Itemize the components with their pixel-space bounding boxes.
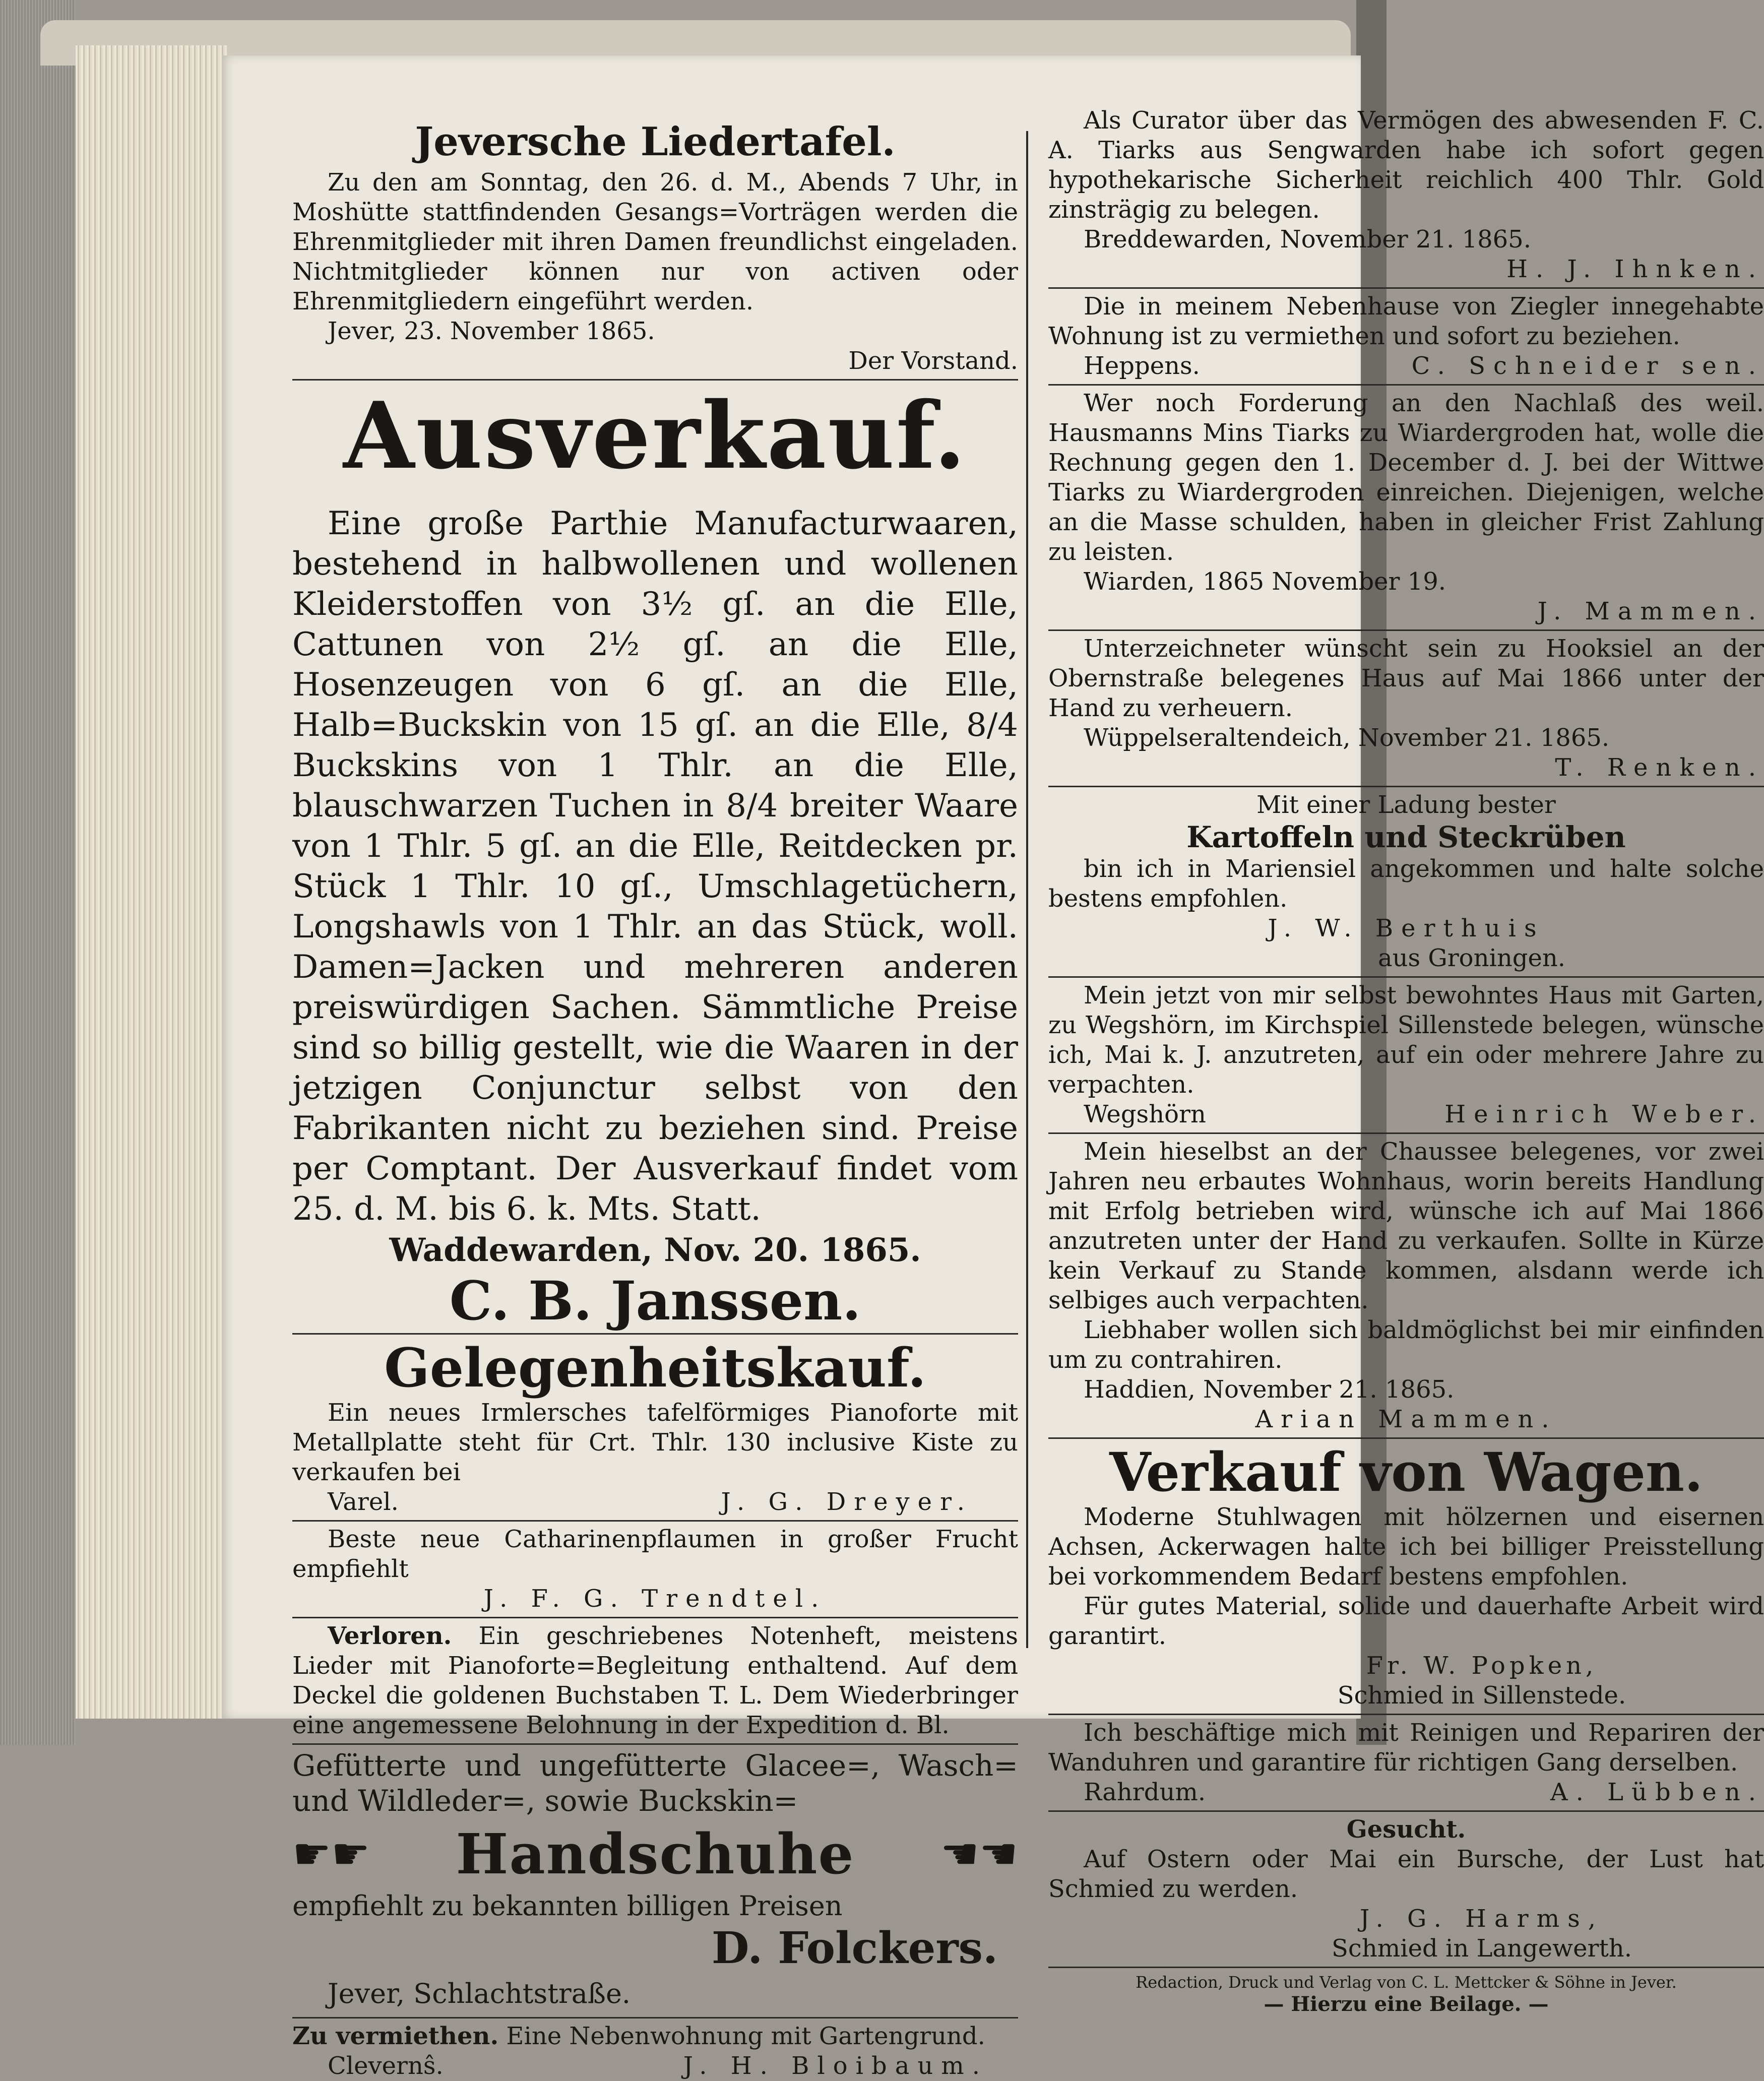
gesucht-signature: J. G. Harms, bbox=[1359, 1905, 1604, 1933]
hooksiel-text: Unterzeichneter wünscht sein zu Hooksiel an der Obernstraße belegenes Haus auf Mai 1866 unter der Hand zu verheuern. bbox=[1048, 635, 1764, 722]
verloren-block bbox=[292, 1621, 1018, 1740]
wegshoern-place: Wegshörn bbox=[1084, 1100, 1206, 1128]
separator bbox=[292, 1520, 1018, 1522]
wegshoern-signature: Heinrich Weber. bbox=[1444, 1100, 1764, 1128]
nebenhaus-signature: C. Schneider sen. bbox=[1411, 352, 1764, 380]
nachlass-place-date: Wiarden, 1865 November 19. bbox=[1084, 567, 1446, 596]
newspaper-page bbox=[222, 55, 1764, 2080]
curator-place-date: Breddewarden, November 21. 1865. bbox=[1084, 225, 1531, 254]
gelegenheitskauf-place: Varel. bbox=[328, 1488, 399, 1516]
wagen-signature: Fr. W. Popken, bbox=[1366, 1652, 1598, 1680]
separator bbox=[292, 379, 1018, 381]
vermiethen-signature: J. H. Bloibaum. bbox=[683, 2052, 988, 2080]
wanduhren-signature-line bbox=[1048, 1778, 1764, 1807]
column-divider bbox=[1026, 131, 1028, 1648]
gesucht-title: Gesucht. bbox=[1346, 1815, 1466, 1844]
wagen-signature-sub: Schmied in Sillenstede. bbox=[1337, 1681, 1626, 1710]
gelegenheitskauf-signature: J. G. Dreyer. bbox=[721, 1488, 973, 1516]
separator bbox=[292, 2017, 1018, 2019]
separator bbox=[1048, 1714, 1764, 1715]
vermiethen-place: Clevernŝ. bbox=[328, 2052, 444, 2080]
separator bbox=[292, 1333, 1018, 1335]
separator bbox=[292, 1617, 1018, 1618]
chaussee-signature: Arian Mammen. bbox=[1255, 1405, 1557, 1433]
curator-text: Als Curator über das Vermögen des abwesenden F. C. A. Tiarks aus Sengwarden habe ich sofort gegen hypothekarische Sicherheit reichlich 400 Thlr. Gold zinsträgig zu belegen. bbox=[1048, 106, 1764, 224]
kartoffeln-lead: Mit einer Ladung bester bbox=[1256, 791, 1556, 819]
chaussee-place-date: Haddien, November 21. 1865. bbox=[1084, 1375, 1455, 1404]
handschuhe-title: Handschuhe bbox=[456, 1821, 855, 1886]
kartoffeln-text: bin ich in Mariensiel angekommen und halte solche bestens empfohlen. bbox=[1048, 855, 1764, 913]
vermiethen-lead: Zu vermiethen. bbox=[292, 2022, 499, 2050]
vermiethen-text: Eine Nebenwohnung mit Gartengrund. bbox=[506, 2022, 985, 2050]
curator-signature: H. J. Ihnken. bbox=[1506, 255, 1764, 283]
kartoffeln-signature-sub: aus Groningen. bbox=[1377, 944, 1566, 972]
pflaumen-text: Beste neue Catharinenpflaumen in großer Frucht empfiehlt bbox=[292, 1525, 1018, 1583]
wegshoern-text: Mein jetzt von mir selbst bewohntes Haus mit Garten, zu Wegshörn, im Kirchspiel Sillenstede belegen, wünsche ich, Mai k. J. anzutreten, auf ein oder mehrere Jahre zu verpachten. bbox=[1048, 981, 1764, 1099]
ausverkauf-signature: C. B. Janssen. bbox=[449, 1269, 861, 1332]
hand-ornament-right-icon: ☚☚ bbox=[940, 1828, 1018, 1879]
separator bbox=[1048, 786, 1764, 787]
ausverkauf-place-date: Waddewarden, Nov. 20. 1865. bbox=[389, 1231, 921, 1269]
gelegenheitskauf-text: Ein neues Irmlersches tafelförmiges Pianoforte mit Metallplatte steht für Crt. Thlr. 130 inclusive Kiste zu verkaufen bei bbox=[292, 1399, 1018, 1486]
kartoffeln-title: Kartoffeln und Steckrüben bbox=[1186, 820, 1626, 854]
separator bbox=[1048, 629, 1764, 631]
wanduhren-place: Rahrdum. bbox=[1084, 1778, 1206, 1806]
verloren-text: Ein geschriebenes Notenheft, meistens Lieder mit Pianoforte=Begleitung enthaltend. Auf dem Deckel die goldenen Buchstaben T. L. Dem Wiederbringer eine angemessene Belohnung in der Expedition d. Bl. bbox=[292, 1622, 1018, 1739]
imprint: Redaction, Druck und Verlag von C. L. Mettcker & Söhne in Jever. bbox=[1136, 1973, 1677, 1992]
hooksiel-signature: T. Renken. bbox=[1555, 753, 1764, 782]
gesucht-signature-sub: Schmied in Langewerth. bbox=[1332, 1934, 1632, 1963]
page-stack-edges bbox=[76, 45, 227, 1719]
liedertafel-title: Jeversche Liedertafel. bbox=[415, 119, 896, 165]
wagen-text: Moderne Stuhlwagen mit hölzernen und eisernen Achsen, Ackerwagen halte ich bei billiger Preisstellung bei vorkommendem Bedarf bestens empfohlen. bbox=[1048, 1503, 1764, 1591]
gelegenheitskauf-title: Gelegenheitskauf. bbox=[384, 1336, 926, 1399]
gesucht-text: Auf Ostern oder Mai ein Bursche, der Lust hat Schmied zu werden. bbox=[1048, 1845, 1764, 1903]
ausverkauf-title: Ausverkauf. bbox=[343, 382, 967, 489]
handschuhe-signature: D. Folckers. bbox=[711, 1923, 998, 1974]
wagen-title: Verkauf von Wagen. bbox=[1109, 1440, 1703, 1503]
vermiethen-block bbox=[292, 2022, 1018, 2051]
handschuhe-text: Gefütterte und ungefütterte Glacee=, Wasch= und Wildleder=, sowie Buckskin= bbox=[292, 1748, 1018, 1818]
wegshoern-signature-line bbox=[1048, 1100, 1764, 1129]
hooksiel-place-date: Wüppelseraltendeich, November 21. 1865. bbox=[1084, 724, 1610, 752]
ausverkauf-text: Eine große Parthie Manufacturwaaren, bestehend in halbwollenen und wollenen Kleiderstoffen von 3½ gſ. an die Elle, Cattunen von 2½ gſ. an die Elle, Hosenzeugen von 6 gſ. an die Elle, Halb=Buckskin von 15 gſ. an die Elle, 8/4 Buckskins von 1 Thlr. an die Elle, blauschwarzen Tuchen in 8/4 breiter Waare von 1 Thlr. 5 gſ. an die Elle, Reitdecken pr. Stück 1 Thlr. 10 gſ., Umschlagetüchern, Longshawls von 1 Thlr. an das Stück, woll. Damen=Jacken und mehreren anderen preiswürdigen Sachen. Sämmtliche Preise sind so billig gestellt, wie die Waaren in der jetzigen Conjunctur selbst von den Fabrikanten nicht zu beziehen sind. Preise per Comptant. Der Ausverkauf findet vom 25. d. M. bis 6. k. Mts. Statt. bbox=[292, 505, 1018, 1228]
chaussee-text: Mein hieselbst an der Chaussee belegenes, vor zwei Jahren neu erbautes Wohnhaus, worin bereits Handlung mit Erfolg betrieben wird, wünsche ich auf Mai 1866 anzutreten unter der Hand zu verkaufen. Sollte in Kürze kein Verkauf zu Stande kommen, alsdann werde ich selbiges auch verpachten. bbox=[1048, 1138, 1764, 1314]
nachlass-signature: J. Mammen. bbox=[1537, 597, 1764, 625]
kartoffeln-signature: J. W. Berthuis bbox=[1268, 914, 1545, 942]
nebenhaus-text: Die in meinem Nebenhause von Ziegler innegehabte Wohnung ist zu vermiethen und sofort zu beziehen. bbox=[1048, 292, 1764, 350]
separator bbox=[292, 1743, 1018, 1745]
nebenhaus-place: Heppens. bbox=[1084, 352, 1200, 380]
wanduhren-signature: A. Lübben. bbox=[1550, 1778, 1764, 1806]
wanduhren-text: Ich beschäftige mich mit Reinigen und Repariren der Wanduhren und garantire für richtigen Gang derselben. bbox=[1048, 1719, 1764, 1777]
vermiethen-signature-line bbox=[292, 2051, 1018, 2081]
pflaumen-signature: J. F. G. Trendtel. bbox=[483, 1585, 827, 1613]
left-column bbox=[292, 55, 1018, 2081]
beilage-note: — Hierzu eine Beilage. — bbox=[1264, 1992, 1549, 2016]
gelegenheitskauf-signature-line bbox=[292, 1487, 1018, 1517]
separator bbox=[1048, 1437, 1764, 1439]
separator bbox=[1048, 287, 1764, 289]
right-column bbox=[1048, 55, 1764, 2015]
verloren-lead: Verloren. bbox=[328, 1622, 452, 1650]
separator bbox=[1048, 1810, 1764, 1812]
separator bbox=[1048, 976, 1764, 978]
handschuhe-title-row bbox=[292, 1821, 1018, 1886]
liedertafel-signature: Der Vorstand. bbox=[848, 347, 1018, 375]
liedertafel-text: Zu den am Sonntag, den 26. d. M., Abends 7 Uhr, in Moshütte stattfindenden Gesangs=Vorträgen werden die Ehrenmitglieder mit ihren Damen freundlichst eingeladen. Nichtmitglieder können nur von activen oder Ehrenmitgliedern eingeführt werden. bbox=[292, 168, 1018, 316]
hand-ornament-left-icon: ☛☛ bbox=[292, 1828, 370, 1879]
chaussee-text-2: Liebhaber wollen sich baldmöglichst bei mir einfinden um zu contrahiren. bbox=[1048, 1316, 1764, 1374]
nachlass-text: Wer noch Forderung an den Nachlaß des weil. Hausmanns Mins Tiarks zu Wiardergroden hat, wolle die Rechnung gegen den 1. December d. J. bei der Wittwe Tiarks zu Wiardergroden einreichen. Diejenigen, welche an die Masse schulden, haben in gleicher Frist Zahlung zu leisten. bbox=[1048, 389, 1764, 566]
separator bbox=[1048, 1132, 1764, 1134]
liedertafel-place-date: Jever, 23. November 1865. bbox=[328, 317, 655, 345]
handschuhe-subtext: empfiehlt zu bekannten billigen Preisen bbox=[292, 1890, 843, 1922]
separator bbox=[1048, 384, 1764, 386]
wagen-text-2: Für gutes Material, solide und dauerhafte Arbeit wird garantirt. bbox=[1048, 1592, 1764, 1650]
handschuhe-place: Jever, Schlachtstraße. bbox=[328, 1978, 631, 2009]
separator bbox=[1048, 1967, 1764, 1968]
nebenhaus-signature-line bbox=[1048, 351, 1764, 381]
book-cover-edge bbox=[0, 0, 76, 1745]
